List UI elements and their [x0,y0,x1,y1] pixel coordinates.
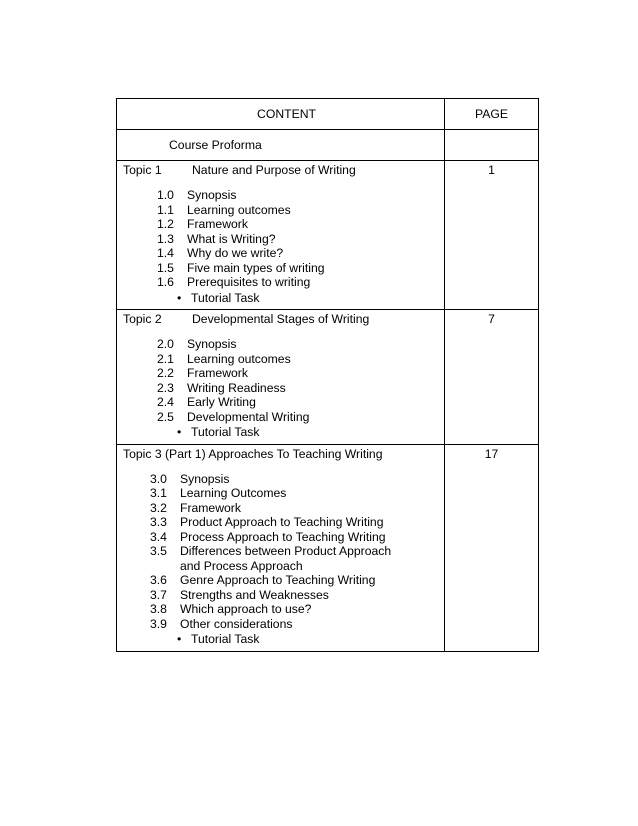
list-item [117,337,444,352]
item-number: 2.5 [157,409,174,424]
topic-1-cell [117,161,445,310]
list-item [117,472,444,487]
list-item [117,530,444,545]
proforma-cell [117,130,445,161]
item-number: 3.3 [150,515,167,529]
list-item-continuation [117,559,444,574]
topic-2-heading [117,310,444,328]
item-text: What is Writing? [187,231,276,246]
list-item [117,486,444,501]
item-text: Why do we write? [187,246,284,260]
item-number: 3.2 [150,500,167,515]
item-text: Writing Readiness [187,380,286,395]
topic-label: Topic 1 [123,163,162,177]
topic-3-cell [117,444,445,651]
list-item [117,232,444,247]
content-header: CONTENT [257,107,316,121]
item-number: 3.8 [150,602,167,616]
topic-2-page: 7 [445,310,539,445]
list-item [117,588,444,603]
item-text: Learning Outcomes [180,486,287,500]
item-text: Learning outcomes [187,202,291,217]
bullet-icon: • [177,632,182,646]
item-text: Framework [187,366,248,380]
list-item [117,217,444,232]
item-number: 3.7 [150,587,167,602]
list-item [117,395,444,410]
item-number: 1.3 [157,231,174,246]
item-text: Strengths and Weaknesses [180,587,329,602]
item-text: Synopsis [187,337,237,351]
item-text: Synopsis [187,188,237,202]
item-number: 3.5 [150,544,167,558]
topic-title: Approaches To Teaching Writing [208,446,383,461]
item-number: 1.5 [157,260,174,275]
list-item [117,246,444,261]
item-text-continuation: and Process Approach [180,558,303,573]
item-number: 2.0 [157,337,174,351]
topic-3-items [117,472,444,647]
bullet-item [117,291,444,306]
item-text: Framework [187,217,248,231]
topic-2-cell [117,310,445,445]
bullet-text: Tutorial Task [191,290,260,305]
content-header-cell [117,99,445,130]
list-item [117,381,444,396]
list-item [117,602,444,617]
proforma-page-cell [445,130,539,161]
item-number: 1.4 [157,246,174,260]
item-number: 1.1 [157,202,174,217]
bullet-item [117,425,444,440]
bullet-icon: • [177,290,182,305]
proforma-label: Course Proforma [169,138,262,152]
topic-label: Topic 3 (Part 1) [123,446,206,461]
item-text: Synopsis [180,471,230,486]
topic-3-heading [117,445,444,463]
proforma-row [117,130,539,161]
item-text: Which approach to use? [180,602,312,616]
item-number: 1.6 [157,275,174,289]
item-number: 2.2 [157,366,174,380]
item-text: Genre Approach to Teaching Writing [180,573,376,587]
item-number: 2.4 [157,395,174,409]
item-number: 2.3 [157,380,174,395]
item-text: Framework [180,500,241,515]
list-item [117,352,444,367]
bullet-icon: • [177,425,182,439]
bullet-text: Tutorial Task [191,632,260,646]
table-of-contents [116,98,539,652]
topic-1-items [117,188,444,305]
item-text: Process Approach to Teaching Writing [180,529,386,544]
item-number: 3.1 [150,486,167,500]
item-text: Product Approach to Teaching Writing [180,515,384,529]
bullet-item [117,632,444,647]
item-number: 2.1 [157,351,174,366]
item-number: 3.9 [150,616,167,631]
list-item [117,501,444,516]
list-item [117,573,444,588]
topic-1-page: 1 [445,161,539,310]
item-text: Learning outcomes [187,351,291,366]
topic-title: Developmental Stages of Writing [192,312,370,326]
list-item [117,203,444,218]
list-item [117,188,444,203]
page-header-cell [445,99,539,130]
item-text: Early Writing [187,395,256,409]
topic-label: Topic 2 [123,312,162,326]
page-header: PAGE [475,107,508,121]
topic-2-items [117,337,444,440]
item-text: Prerequisites to writing [187,275,311,289]
item-text: Developmental Writing [187,409,310,424]
list-item [117,515,444,530]
list-item [117,366,444,381]
topic-row [117,310,539,445]
topic-title: Nature and Purpose of Writing [192,163,356,177]
topic-row [117,444,539,651]
item-text: Differences between Product Approach [180,544,392,558]
list-item [117,544,444,559]
list-item [117,275,444,290]
bullet-text: Tutorial Task [191,425,260,439]
topic-row [117,161,539,310]
item-text: Other considerations [180,616,293,631]
list-item [117,617,444,632]
list-item [117,410,444,425]
header-row [117,99,539,130]
list-item [117,261,444,276]
item-number: 3.0 [150,471,167,486]
item-number: 1.2 [157,217,174,231]
topic-1-heading [117,161,444,179]
item-number: 3.6 [150,573,167,587]
item-number: 3.4 [150,529,167,544]
item-number: 1.0 [157,188,174,202]
topic-3-page: 17 [445,444,539,651]
item-text: Five main types of writing [187,260,325,275]
